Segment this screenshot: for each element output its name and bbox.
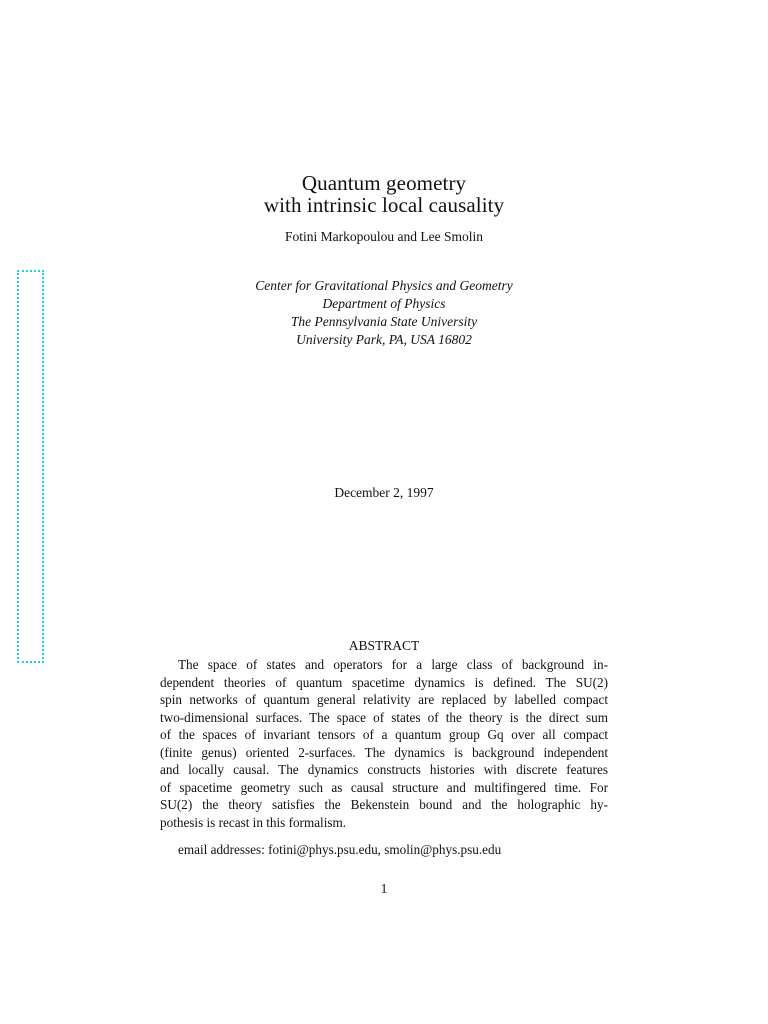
- affiliation-line: The Pennsylvania State University: [290, 314, 478, 329]
- page-number: 1: [380, 881, 388, 896]
- authors: Fotini Markopoulou and Lee Smolin: [285, 229, 483, 244]
- abstract-line: of spacetime geometry such as causal structure and multifingered time. For: [160, 779, 608, 795]
- abstract-line: SU(2) the theory satisfies the Bekenstein bound and the holographic hy-: [160, 797, 608, 812]
- abstract-line: pothesis is recast in this formalism.: [160, 814, 347, 830]
- affiliation-line: Center for Gravitational Physics and Geometry: [255, 278, 513, 293]
- abstract-line: (finite genus) oriented 2-surfaces. The dynamics is background independent: [160, 744, 608, 760]
- abstract-line: of the spaces of invariant tensors of a quantum group Gq over all compact: [160, 727, 608, 742]
- abstract-heading: ABSTRACT: [348, 638, 420, 653]
- affiliation-line: University Park, PA, USA 16802: [296, 332, 472, 347]
- affiliation: [0, 277, 768, 349]
- abstract-line: and locally causal. The dynamics constructs histories with discrete features: [160, 762, 608, 777]
- abstract-body: [160, 656, 608, 831]
- abstract-line: The space of states and operators for a large class of background in-: [178, 657, 608, 672]
- title-line-1: Quantum geometry: [301, 171, 467, 195]
- email-addresses: email addresses: fotini@phys.psu.edu, smolin@phys.psu.edu: [178, 842, 502, 857]
- date: December 2, 1997: [334, 485, 434, 500]
- affiliation-line: Department of Physics: [322, 296, 446, 311]
- abstract-line: spin networks of quantum general relativity are replaced by labelled compact: [160, 692, 608, 707]
- paper-title: [0, 172, 768, 216]
- title-line-2: with intrinsic local causality: [263, 193, 505, 217]
- abstract-line: dependent theories of quantum spacetime dynamics is defined. The SU(2): [160, 674, 608, 690]
- abstract-line: two-dimensional surfaces. The space of states of the theory is the direct sum: [160, 709, 608, 725]
